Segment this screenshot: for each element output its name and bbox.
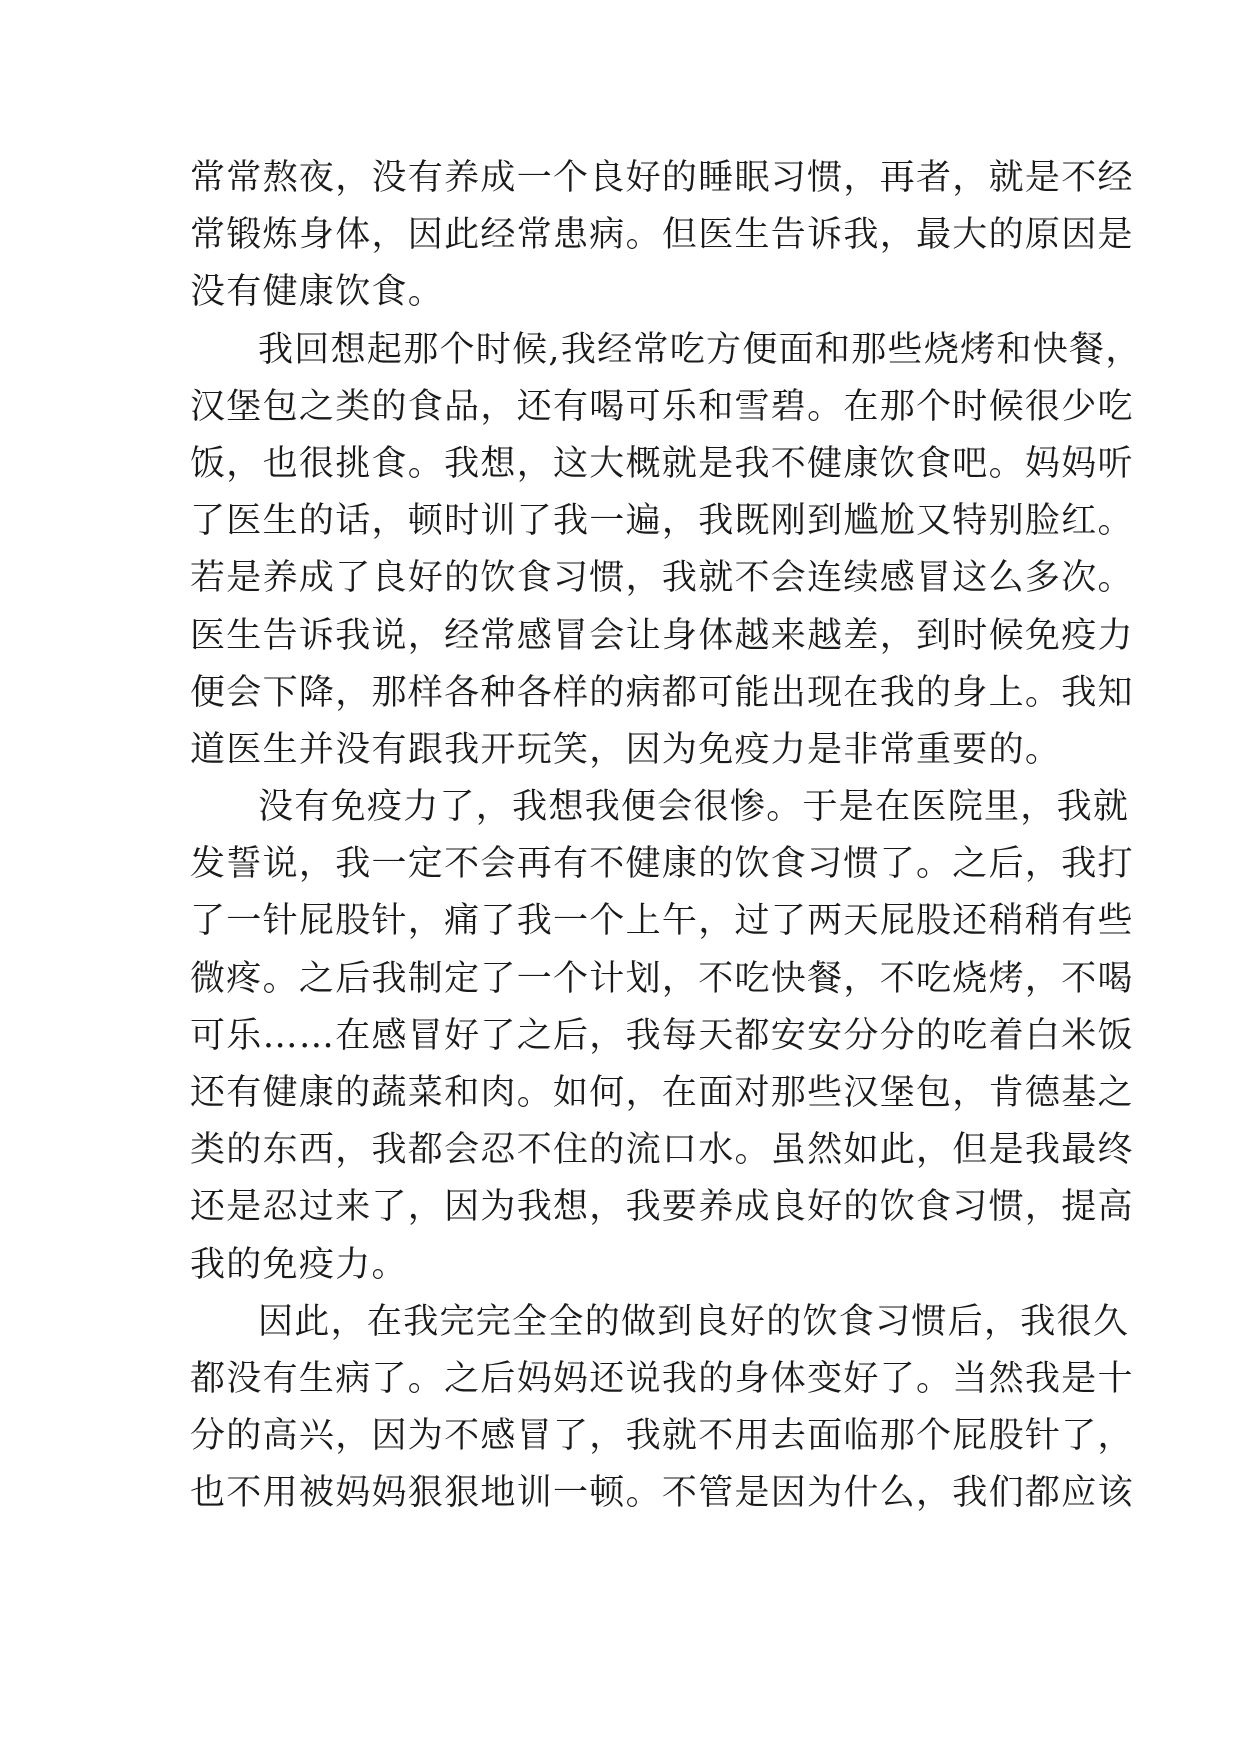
- text-line: 医生告诉我说，经常感冒会让身体越来越差，到时候免疫力: [190, 615, 1134, 656]
- text-line: 类的东西，我都会忍不住的流口水。虽然如此，但是我最终: [190, 1130, 1134, 1171]
- text-line: 汉堡包之类的食品，还有喝可乐和雪碧。在那个时候很少吃: [190, 386, 1134, 427]
- text-line: 都没有生病了。之后妈妈还说我的身体变好了。当然我是十: [190, 1358, 1134, 1399]
- text-line: 了一针屁股针，痛了我一个上午，过了两天屁股还稍稍有些: [190, 901, 1134, 942]
- text-line: 我的免疫力。: [190, 1244, 408, 1285]
- text-line: 常常熬夜，没有养成一个良好的睡眠习惯，再者，就是不经: [190, 158, 1134, 198]
- paragraph-first-line: 因此，在我完完全全的做到良好的饮食习惯后，我很久: [258, 1301, 1130, 1342]
- text-line: 道医生并没有跟我开玩笑，因为免疫力是非常重要的。: [190, 729, 1062, 770]
- text-line: 了医生的话，顿时训了我一遍，我既刚到尴尬又特别脸红。: [190, 501, 1134, 542]
- text-line: 可乐……在感冒好了之后，我每天都安安分分的吃着白米饭: [190, 1015, 1134, 1056]
- text-line: 发誓说，我一定不会再有不健康的饮食习惯了。之后，我打: [190, 844, 1134, 885]
- paragraph-first-line: 我回想起那个时候,我经常吃方便面和那些烧烤和快餐，: [258, 329, 1142, 370]
- text-line: 还是忍过来了，因为我想，我要养成良好的饮食习惯，提高: [190, 1187, 1134, 1228]
- text-line: 也不用被妈妈狠狠地训一顿。不管是因为什么，我们都应该: [190, 1473, 1134, 1514]
- text-line: 微疼。之后我制定了一个计划，不吃快餐，不吃烧烤，不喝: [190, 958, 1134, 999]
- paragraph-first-line: 没有免疫力了，我想我便会很惨。于是在医院里，我就: [258, 787, 1130, 828]
- text-line: 没有健康饮食。: [190, 272, 445, 313]
- text-line: 若是养成了良好的饮食习惯，我就不会连续感冒这么多次。: [190, 558, 1134, 599]
- text-line: 还有健康的蔬菜和肉。如何，在面对那些汉堡包，肯德基之: [190, 1073, 1134, 1113]
- text-line: 常锻炼身体，因此经常患病。但医生告诉我，最大的原因是: [190, 215, 1134, 256]
- body-text: [190, 150, 1142, 1523]
- text-line: 分的高兴，因为不感冒了，我就不用去面临那个屁股针了，: [190, 1416, 1134, 1457]
- text-line: 饭，也很挑食。我想，这大概就是我不健康饮食吧。妈妈听: [190, 443, 1134, 484]
- text-line: 便会下降，那样各种各样的病都可能出现在我的身上。我知: [190, 672, 1134, 713]
